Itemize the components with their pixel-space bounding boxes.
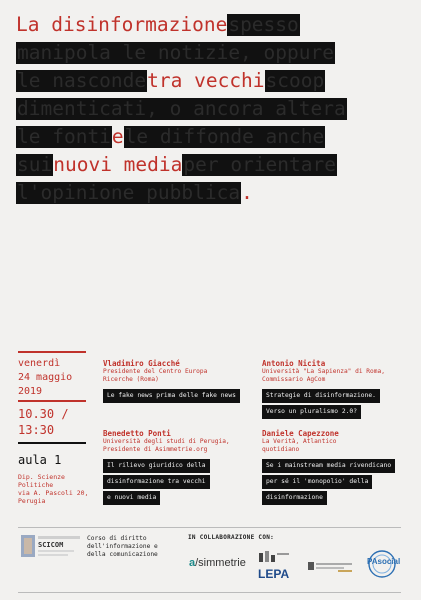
lepa-graphic	[258, 551, 292, 563]
talk-title: e nuovi media	[103, 491, 160, 505]
headline-text: nuovi media	[53, 153, 183, 176]
headline-line	[16, 14, 300, 36]
talk-title: Verso un pluralismo 2.0?	[262, 405, 361, 419]
redacted-text: le nasconde	[17, 69, 147, 92]
partner-logo-graphic	[308, 561, 354, 573]
talk-title: disinformazione	[262, 491, 327, 505]
address-line: via A. Pascoli 20,	[18, 489, 89, 497]
speaker-role: Università degli studi di Perugia,	[103, 438, 230, 445]
address-line: Perugia	[18, 497, 46, 505]
redacted-text: dimenticati, o ancora altera	[17, 97, 346, 120]
event-time-end: 13:30	[18, 423, 55, 437]
event-date: 24 maggio	[18, 372, 73, 383]
redacted-text: le diffonde anche	[124, 125, 325, 148]
headline-line	[16, 42, 335, 64]
headline-line	[16, 154, 337, 176]
speaker-name: Daniele Capezzone	[262, 429, 339, 438]
headline-text: tra vecchi	[147, 69, 265, 92]
speaker-role: Presidente del Centro Europa	[103, 368, 208, 375]
redacted-text: scoop	[265, 69, 325, 92]
speaker-giacche	[103, 359, 207, 384]
asimmetrie-mark: a	[189, 557, 196, 569]
speaker-role: Ricerche (Roma)	[103, 376, 159, 383]
collab-label: IN COLLABORAZIONE CON:	[188, 534, 275, 541]
speaker-role: Commissario AgCom	[262, 376, 326, 383]
scicom-logo	[21, 535, 81, 559]
headline-line	[16, 126, 325, 148]
lepa-logo	[258, 548, 292, 581]
footer-bottom-divider	[18, 592, 401, 593]
speaker-role: Università "La Sapienza" di Roma,	[262, 368, 385, 375]
redacted-text: manipola le notizie, oppure	[17, 41, 334, 64]
speaker-ponti	[103, 429, 230, 454]
scicom-label: SCICOM	[38, 541, 64, 549]
asimmetrie-logo	[189, 557, 246, 573]
headline-line	[16, 182, 253, 204]
red-divider	[18, 351, 86, 353]
event-address	[18, 473, 88, 505]
course-line: della comunicazione	[87, 551, 158, 558]
headline-text: e	[111, 125, 124, 148]
redacted-text: per orientare	[183, 153, 336, 176]
speaker-name: Benedetto Ponti	[103, 429, 171, 438]
talk-title: Il rilievo giuridico della	[103, 459, 210, 473]
speaker-role: La Verità, Atlantico	[262, 438, 337, 445]
pasocial-label: PAsocial	[367, 557, 401, 566]
course-title	[87, 535, 158, 559]
address-line: Politiche	[18, 481, 54, 489]
redacted-text: spesso	[228, 13, 299, 36]
lepa-label: LEPA	[258, 567, 290, 581]
talk-title: disinformazione tra vecchi	[103, 475, 210, 489]
event-room: aula 1	[18, 453, 62, 467]
partner-logo	[308, 558, 354, 570]
headline-line	[16, 98, 347, 120]
speaker-name: Antonio Nicita	[262, 359, 326, 368]
address-line: Dip. Scienze	[18, 473, 65, 481]
talk-title: per sé il 'monopolio' della	[262, 475, 372, 489]
talk-title: Se i mainstream media rivendicano	[262, 459, 395, 473]
speaker-role: quotidiano	[262, 446, 300, 453]
redacted-text: l'opinione pubblica	[17, 181, 241, 204]
redacted-text: sui	[17, 153, 53, 176]
course-line: dell'informazione e	[87, 543, 158, 550]
event-day: venerdì	[18, 358, 61, 369]
red-divider	[18, 400, 86, 402]
black-divider	[18, 442, 86, 444]
speaker-role: Presidente di Asimmetrie.org	[103, 446, 208, 453]
speaker-name: Vladimiro Giacché	[103, 359, 180, 368]
event-year: 2019	[18, 386, 43, 397]
speaker-nicita	[262, 359, 385, 384]
asimmetrie-text: /simmetrie	[195, 557, 246, 569]
event-time-start: 10.30 /	[18, 407, 69, 421]
speaker-capezzone	[262, 429, 339, 454]
footer-divider	[18, 527, 401, 528]
course-line: Corso di diritto	[87, 535, 147, 542]
redacted-text: le fonti	[17, 125, 111, 148]
pasocial-logo	[363, 548, 401, 578]
talk-title: Strategie di disinformazione.	[262, 389, 380, 403]
talk-title: Le fake news prima delle fake news	[103, 389, 240, 403]
headline-text: .	[241, 181, 253, 204]
headline-line	[16, 70, 325, 92]
headline-text: La disinformazione	[16, 13, 228, 36]
